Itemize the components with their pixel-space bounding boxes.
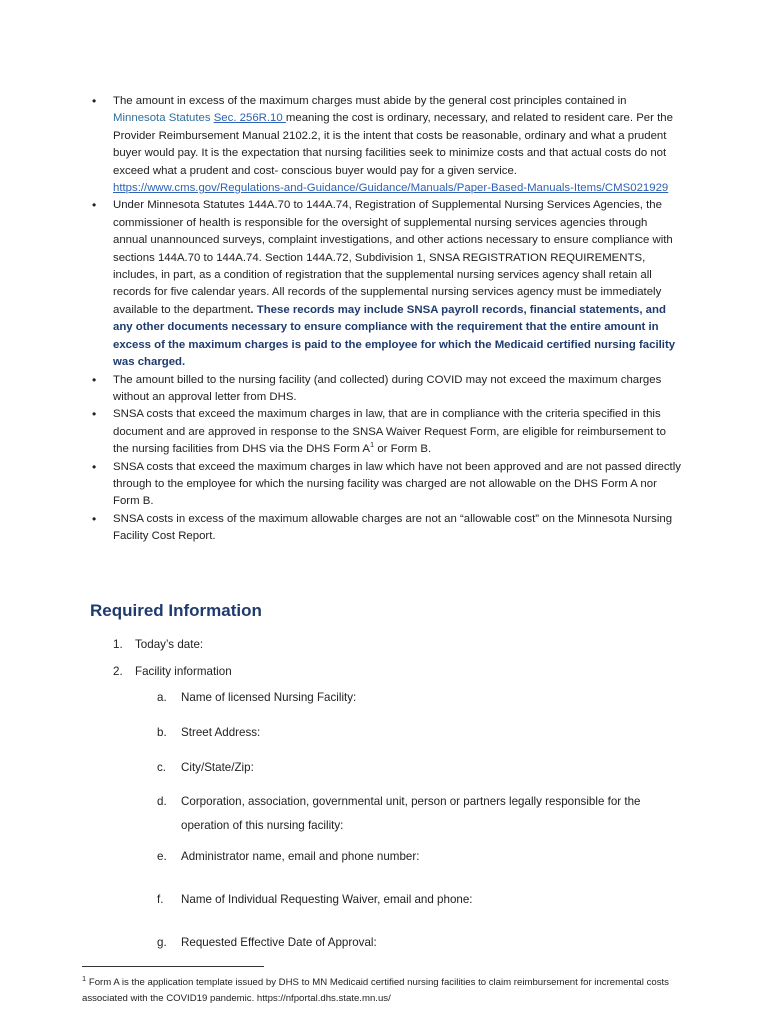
sub-item-city-state-zip: c. City/State/Zip: <box>157 761 254 774</box>
sub-item-effective-date: g. Requested Effective Date of Approval: <box>157 936 377 949</box>
bullet-cost-report: • SNSA costs in excess of the maximum allowable charges are not an “allowable cost” on the Minnesota Nursing Facility Cost Report. <box>92 511 682 546</box>
required-information-heading: Required Information <box>90 601 262 620</box>
sub-item-facility-name: a. Name of licensed Nursing Facility: <box>157 691 357 704</box>
statute-link-256r10[interactable]: Sec. 256R.10 <box>213 112 286 125</box>
sub-item-legal-responsible-party: d. Corporation, association, governmental unit, person or partners legally responsible for the operation of this nursing facility: <box>157 795 641 832</box>
footnote-ref: 1 <box>370 440 375 450</box>
bullet-waiver-eligible: • SNSA costs that exceed the maximum charges in law, that are in compliance with the criteria specified in this document and are approved in response to the SNSA Waiver Request Form, are eligible for reimbursement to the nursing facilities from DHS via the DHS Form $A^1$ or Form B. <box>92 406 682 458</box>
bullet-snsa-registration: • Under Minnesota Statutes 144A.70 to 144A.74, Registration of Supplemental Nursing Services Agencies, the commissioner of health is responsible for the oversight of supplemental nursing services agencies through annual unannounced surveys, complaint investigations, and other actions necessary to ensure compliance with sections 144A.70 to 144A.74. Section 144A.72, Subdivision 1, SNSA REGISTRATION REQUIREMENTS, includes, in part, as a condition of registration that the supplemental nursing services agency shall retain all records for five calendar years. All records of the supplemental nursing services agency must be immediately available to the department. These records may include SNSA payroll records, financial statements, and any other documents necessary to ensure compliance with the requirement that the entire amount in excess of the maximum charges is paid to the employee for which the Medicaid certified nursing facility was charged. <box>92 197 682 371</box>
sub-item-requester: f. Name of Individual Requesting Waiver, email and phone: <box>157 893 473 906</box>
records-requirement-emphasis: . These records may include SNSA payroll records, financial statements, and any other documents necessary to ensure compliance with the requirement that the entire amount in excess of the maximum charges is paid to the employee for which the Medicaid certified nursing facility was charged. <box>113 303 676 369</box>
bullet-cost-principles: • The amount in excess of the maximum charges must abide by the general cost principles contained in Minnesota Statutes Sec. 256R.10 meaning the cost is ordinary, necessary, and related to resident care. Per the Provider Reimbursement Manual 2102.2, it is the intent that costs be reasonable, ordinary and what a prudent buyer would pay. It is the expectation that nursing facilities seek to minimize costs and that actual costs do not exceed what a prudent and cost- conscious buyer would pay for a given service. https://www.cms.gov/Regulations-and-Guidance/Guidance/Manuals/Paper-Based-Manuals-Items/CMS021929 <box>92 93 682 197</box>
footnote-divider <box>82 966 264 967</box>
sub-item-street-address: b. Street Address: <box>157 726 261 739</box>
footnote: $^1$ Form A is the application template issued by DHS to MN Medicaid certified nursing facilities to claim reimbursement for incremental costs associated with the COVID19 pandemic. https://nfportal.dhs.state.mn.us/ <box>82 973 669 1004</box>
bullet-not-allowable: • SNSA costs that exceed the maximum charges in law which have not been approved and are not passed directly through to the employee for which the nursing facility was charged are not allowable on the DHS Form A nor Form B. <box>92 459 682 511</box>
item-facility-information: 2. Facility information <box>113 665 232 678</box>
sub-item-administrator: e. Administrator name, email and phone number: <box>157 850 420 863</box>
policy-bullet-list <box>92 93 682 546</box>
item-todays-date: 1. Today’s date: <box>113 638 204 651</box>
bullet-covid-billing: • The amount billed to the nursing facility (and collected) during COVID may not exceed the maximum charges without an approval letter from DHS. <box>92 372 682 407</box>
minnesota-statutes-label: Minnesota Statutes <box>113 112 211 125</box>
cms-manual-link[interactable]: https://www.cms.gov/Regulations-and-Guidance/Guidance/Manuals/Paper-Based-Manuals-Items/CMS021929 <box>113 182 669 195</box>
